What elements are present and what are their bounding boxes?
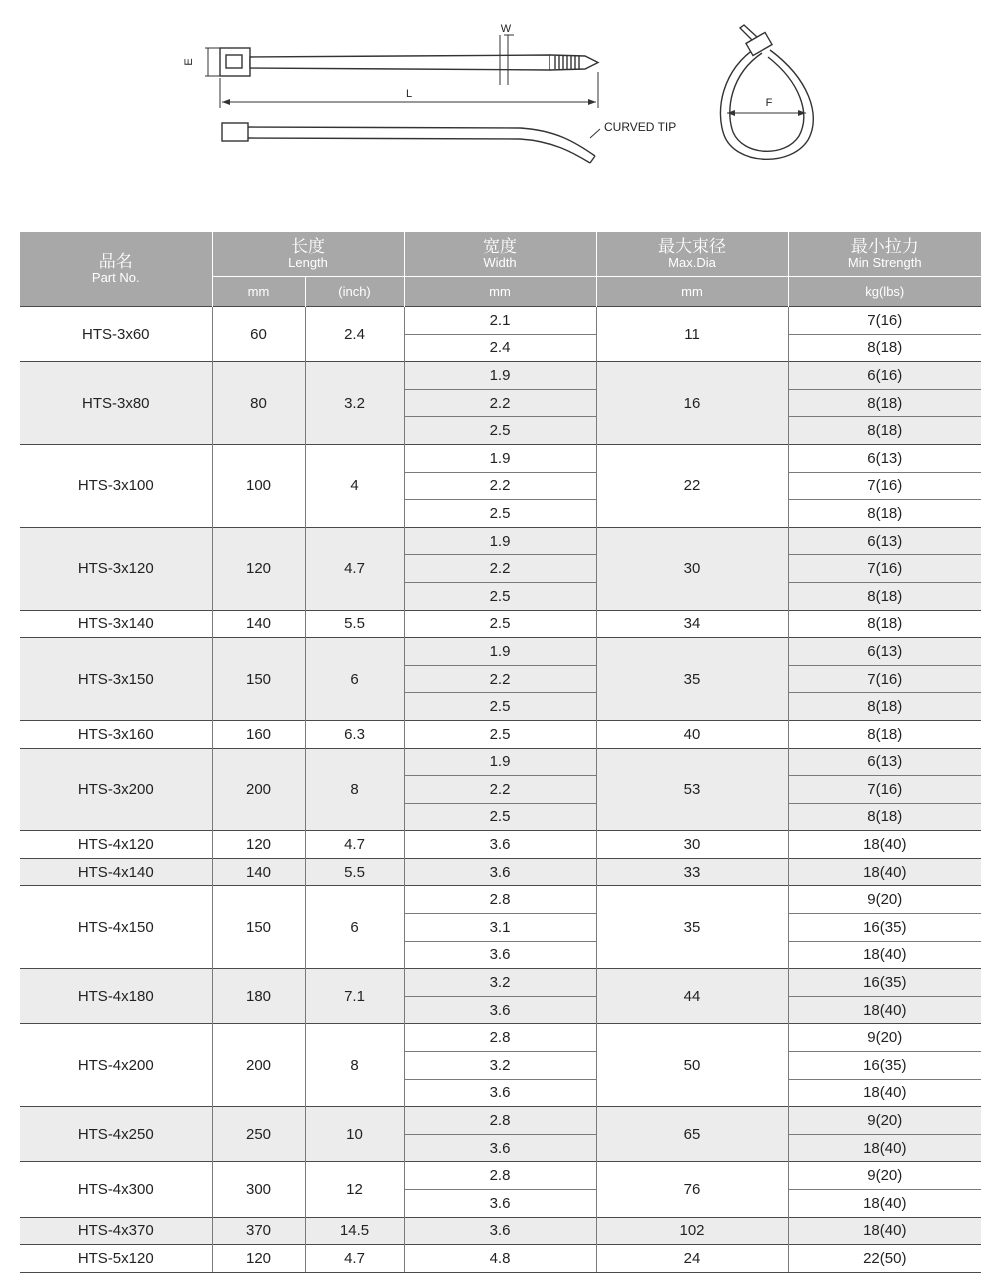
- part-no-cell: HTS-3x150: [20, 638, 212, 721]
- table-row: [20, 748, 981, 776]
- min-strength-cell: 8(18): [788, 803, 981, 831]
- max-dia-cell: 35: [596, 638, 788, 721]
- length-inch-cell: 5.5: [305, 610, 404, 638]
- min-strength-cell: 16(35): [788, 969, 981, 997]
- max-dia-cell: 53: [596, 748, 788, 831]
- min-strength-cell: 7(16): [788, 307, 981, 335]
- min-strength-cell: 8(18): [788, 582, 981, 610]
- header-length: [212, 232, 404, 277]
- header-width: [404, 232, 596, 277]
- width-cell: 3.6: [404, 858, 596, 886]
- header-length-en: Length: [288, 255, 328, 271]
- width-cell: 2.5: [404, 417, 596, 445]
- length-mm-cell: 140: [212, 610, 305, 638]
- width-cell: 2.2: [404, 472, 596, 500]
- table-row: [20, 1162, 981, 1190]
- header-part-zh: 品名: [98, 252, 133, 272]
- length-inch-cell: 4.7: [305, 1245, 404, 1273]
- length-inch-cell: 4: [305, 444, 404, 527]
- table-row: [20, 362, 981, 390]
- width-cell: 3.6: [404, 1079, 596, 1107]
- width-cell: 1.9: [404, 362, 596, 390]
- width-cell: 3.2: [404, 1052, 596, 1080]
- min-strength-cell: 6(13): [788, 748, 981, 776]
- length-inch-cell: 3.2: [305, 362, 404, 445]
- width-cell: 2.2: [404, 776, 596, 804]
- table-row: [20, 527, 981, 555]
- length-mm-cell: 100: [212, 444, 305, 527]
- table-row: [20, 444, 981, 472]
- width-cell: 1.9: [404, 638, 596, 666]
- length-mm-cell: 160: [212, 720, 305, 748]
- header-max-dia: [596, 232, 788, 277]
- min-strength-cell: 9(20): [788, 1107, 981, 1135]
- min-strength-cell: 18(40): [788, 1217, 981, 1245]
- min-strength-cell: 18(40): [788, 996, 981, 1024]
- min-strength-cell: 18(40): [788, 1134, 981, 1162]
- width-cell: 3.6: [404, 1134, 596, 1162]
- min-strength-cell: 7(16): [788, 555, 981, 583]
- width-cell: 3.6: [404, 996, 596, 1024]
- dim-f-label: F: [765, 97, 773, 109]
- table-row: [20, 1245, 981, 1273]
- part-no-cell: HTS-5x120: [20, 1245, 212, 1273]
- min-strength-cell: 18(40): [788, 1079, 981, 1107]
- spec-table-header: [20, 232, 981, 307]
- header-strength-zh: 最小拉力: [850, 237, 919, 257]
- length-inch-cell: 6: [305, 886, 404, 969]
- header-length-zh: 长度: [291, 237, 325, 257]
- min-strength-cell: 8(18): [788, 720, 981, 748]
- length-mm-cell: 150: [212, 638, 305, 721]
- min-strength-cell: 7(16): [788, 472, 981, 500]
- table-row: [20, 720, 981, 748]
- length-inch-cell: 5.5: [305, 858, 404, 886]
- max-dia-cell: 102: [596, 1217, 788, 1245]
- header-width-en: Width: [483, 255, 517, 271]
- length-inch-cell: 8: [305, 748, 404, 831]
- min-strength-cell: 8(18): [788, 693, 981, 721]
- part-no-cell: HTS-4x300: [20, 1162, 212, 1217]
- spec-table-body: [20, 307, 981, 1273]
- width-cell: 2.5: [404, 803, 596, 831]
- length-inch-cell: 14.5: [305, 1217, 404, 1245]
- length-mm-cell: 150: [212, 886, 305, 969]
- table-row: [20, 858, 981, 886]
- min-strength-cell: 16(35): [788, 914, 981, 942]
- length-inch-cell: 4.7: [305, 527, 404, 610]
- length-mm-cell: 200: [212, 1024, 305, 1107]
- min-strength-cell: 6(13): [788, 444, 981, 472]
- curved-tip-tie-drawing: [222, 123, 600, 163]
- part-no-cell: HTS-3x120: [20, 527, 212, 610]
- width-cell: 3.6: [404, 1190, 596, 1218]
- table-row: [20, 886, 981, 914]
- width-cell: 2.4: [404, 334, 596, 362]
- min-strength-cell: 8(18): [788, 500, 981, 528]
- max-dia-cell: 22: [596, 444, 788, 527]
- part-no-cell: HTS-3x200: [20, 748, 212, 831]
- min-strength-cell: 8(18): [788, 389, 981, 417]
- part-no-cell: HTS-4x120: [20, 831, 212, 859]
- curved-tip-label: CURVED TIP: [604, 120, 677, 134]
- length-inch-cell: 6: [305, 638, 404, 721]
- max-dia-cell: 16: [596, 362, 788, 445]
- width-cell: 2.5: [404, 720, 596, 748]
- length-inch-cell: 8: [305, 1024, 404, 1107]
- table-row: [20, 1217, 981, 1245]
- table-row: [20, 969, 981, 997]
- min-strength-cell: 18(40): [788, 1190, 981, 1218]
- width-cell: 3.6: [404, 831, 596, 859]
- dim-l-label: L: [405, 88, 413, 100]
- width-cell: 2.8: [404, 886, 596, 914]
- part-no-cell: HTS-3x80: [20, 362, 212, 445]
- width-cell: 2.5: [404, 610, 596, 638]
- width-cell: 2.5: [404, 582, 596, 610]
- cable-tie-diagram: [0, 0, 1000, 210]
- length-inch-cell: 4.7: [305, 831, 404, 859]
- straight-tie-drawing: [205, 35, 598, 108]
- table-row: [20, 1107, 981, 1135]
- max-dia-cell: 50: [596, 1024, 788, 1107]
- width-cell: 2.8: [404, 1107, 596, 1135]
- table-row: [20, 1024, 981, 1052]
- max-dia-cell: 76: [596, 1162, 788, 1217]
- min-strength-cell: 9(20): [788, 886, 981, 914]
- min-strength-cell: 8(18): [788, 417, 981, 445]
- min-strength-cell: 18(40): [788, 858, 981, 886]
- min-strength-cell: 7(16): [788, 776, 981, 804]
- min-strength-cell: 18(40): [788, 941, 981, 969]
- table-row: [20, 831, 981, 859]
- width-cell: 2.5: [404, 500, 596, 528]
- width-cell: 3.2: [404, 969, 596, 997]
- min-strength-cell: 6(16): [788, 362, 981, 390]
- part-no-cell: HTS-4x200: [20, 1024, 212, 1107]
- loop-tie-drawing: [720, 25, 813, 159]
- width-cell: 3.6: [404, 1217, 596, 1245]
- dim-w-label: W: [500, 23, 512, 35]
- table-row: [20, 307, 981, 335]
- length-mm-cell: 60: [212, 307, 305, 362]
- length-mm-cell: 370: [212, 1217, 305, 1245]
- length-mm-cell: 120: [212, 831, 305, 859]
- header-width-zh: 宽度: [483, 237, 518, 257]
- max-dia-cell: 35: [596, 886, 788, 969]
- width-cell: 1.9: [404, 748, 596, 776]
- length-mm-cell: 200: [212, 748, 305, 831]
- part-no-cell: HTS-4x370: [20, 1217, 212, 1245]
- min-strength-cell: 22(50): [788, 1245, 981, 1273]
- width-cell: 2.8: [404, 1162, 596, 1190]
- header-min-strength: [788, 232, 981, 277]
- max-dia-cell: 30: [596, 831, 788, 859]
- min-strength-cell: 8(18): [788, 610, 981, 638]
- min-strength-cell: 7(16): [788, 665, 981, 693]
- max-dia-cell: 44: [596, 969, 788, 1024]
- table-row: [20, 610, 981, 638]
- width-cell: 2.2: [404, 389, 596, 417]
- part-no-cell: HTS-3x160: [20, 720, 212, 748]
- min-strength-cell: 9(20): [788, 1024, 981, 1052]
- part-no-cell: HTS-4x150: [20, 886, 212, 969]
- width-cell: 2.1: [404, 307, 596, 335]
- part-no-cell: HTS-3x140: [20, 610, 212, 638]
- header-part-en: Part No.: [91, 270, 140, 286]
- max-dia-cell: 34: [596, 610, 788, 638]
- unit-width-mm: mm: [404, 277, 596, 307]
- part-no-cell: HTS-4x250: [20, 1107, 212, 1162]
- length-inch-cell: 7.1: [305, 969, 404, 1024]
- part-no-cell: HTS-4x140: [20, 858, 212, 886]
- dim-e-label: E: [183, 58, 195, 66]
- length-mm-cell: 140: [212, 858, 305, 886]
- length-mm-cell: 300: [212, 1162, 305, 1217]
- width-cell: 1.9: [404, 444, 596, 472]
- max-dia-cell: 65: [596, 1107, 788, 1162]
- width-cell: 1.9: [404, 527, 596, 555]
- max-dia-cell: 11: [596, 307, 788, 362]
- max-dia-cell: 30: [596, 527, 788, 610]
- width-cell: 2.2: [404, 665, 596, 693]
- length-mm-cell: 180: [212, 969, 305, 1024]
- header-maxdia-en: Max.Dia: [668, 255, 716, 271]
- unit-dia-mm: mm: [596, 277, 788, 307]
- max-dia-cell: 40: [596, 720, 788, 748]
- max-dia-cell: 33: [596, 858, 788, 886]
- width-cell: 4.8: [404, 1245, 596, 1273]
- table-row: [20, 638, 981, 666]
- length-inch-cell: 10: [305, 1107, 404, 1162]
- min-strength-cell: 18(40): [788, 831, 981, 859]
- length-mm-cell: 120: [212, 1245, 305, 1273]
- header-strength-en: Min Strength: [847, 255, 922, 271]
- cable-tie-drawing: [0, 0, 1000, 210]
- header-part-no: [20, 232, 212, 307]
- width-cell: 3.6: [404, 941, 596, 969]
- unit-strength: kg(lbs): [788, 277, 981, 307]
- min-strength-cell: 16(35): [788, 1052, 981, 1080]
- part-no-cell: HTS-3x100: [20, 444, 212, 527]
- length-mm-cell: 250: [212, 1107, 305, 1162]
- length-inch-cell: 12: [305, 1162, 404, 1217]
- width-cell: 2.8: [404, 1024, 596, 1052]
- max-dia-cell: 24: [596, 1245, 788, 1273]
- spec-table: [20, 232, 981, 1273]
- length-inch-cell: 2.4: [305, 307, 404, 362]
- length-mm-cell: 120: [212, 527, 305, 610]
- min-strength-cell: 6(13): [788, 638, 981, 666]
- header-maxdia-zh: 最大束径: [658, 237, 727, 257]
- min-strength-cell: 9(20): [788, 1162, 981, 1190]
- min-strength-cell: 6(13): [788, 527, 981, 555]
- unit-length-mm: mm: [212, 277, 305, 307]
- part-no-cell: HTS-4x180: [20, 969, 212, 1024]
- width-cell: 2.5: [404, 693, 596, 721]
- width-cell: 3.1: [404, 914, 596, 942]
- unit-length-inch: (inch): [305, 277, 404, 307]
- length-mm-cell: 80: [212, 362, 305, 445]
- length-inch-cell: 6.3: [305, 720, 404, 748]
- min-strength-cell: 8(18): [788, 334, 981, 362]
- part-no-cell: HTS-3x60: [20, 307, 212, 362]
- width-cell: 2.2: [404, 555, 596, 583]
